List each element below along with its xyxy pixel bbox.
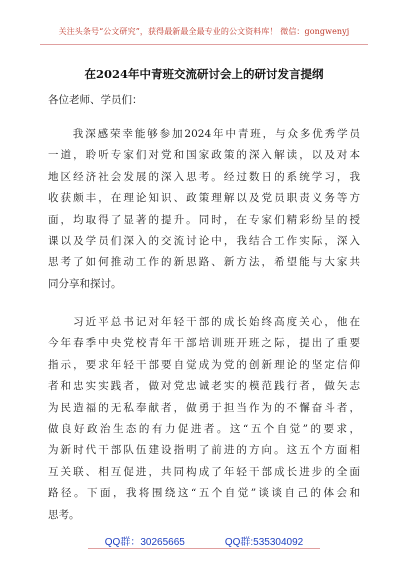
- paragraph-line: 为新时代干部队伍建设指明了前进的方向。这五个方面相: [48, 444, 360, 457]
- paragraph-2: [48, 312, 360, 526]
- paragraph-line: 收获颇丰，在理论知识、政策理解以及党员职责义务等方: [48, 192, 360, 205]
- footer-underline: [88, 548, 320, 549]
- paragraph-line: 指示，要求年轻干部要自觉成为党的创新理论的坚定信仰: [48, 358, 360, 371]
- paragraph-line: 面，均取得了显著的提升。同时，在专家们精彩纷呈的授: [48, 213, 360, 226]
- header-divider: [40, 44, 368, 45]
- paragraph-line: 同分享和探讨。: [48, 277, 122, 290]
- document-title: 在2024年中青班交流研讨会上的研讨发言提纲: [84, 67, 324, 81]
- salutation: 各位老师、学员们：: [48, 94, 143, 106]
- paragraph-1: [48, 124, 360, 295]
- paragraph-line: 互关联、相互促进，共同构成了年轻干部成长进步的全面: [48, 465, 360, 478]
- paragraph-line: 思考了如何推动工作的新思路、新方法，希望能与大家共: [48, 256, 360, 269]
- paragraph-line: 课以及学员们深入的交流讨论中，我结合工作实际，深入: [48, 234, 360, 247]
- footer-contact: [0, 533, 408, 548]
- paragraph-line: 一道，聆听专家们对党和国家政策的深入解读，以及对本: [48, 149, 360, 162]
- paragraph-line: 路径。下面，我将围绕这“五个自觉”谈谈自己的体会和: [48, 487, 360, 500]
- paragraph-line: 为民造福的无私奉献者，做勇于担当作为的不懈奋斗者，: [48, 401, 360, 414]
- paragraph-line: 习近平总书记对年轻干部的成长始终高度关心，他在: [48, 316, 360, 328]
- paragraph-line: 地区经济社会发展的深入思考。经过数日的系统学习，我: [48, 170, 360, 183]
- paragraph-line: 者和忠实实践者，做对党忠诚老实的模范践行者，做矢志: [48, 380, 360, 393]
- footer-qq-group-2: QQ群:535304092: [224, 537, 304, 548]
- footer-qq-group-1: QQ群：30265665: [104, 537, 185, 548]
- paragraph-line: 思考。: [48, 508, 80, 521]
- paragraph-line: 做良好政治生态的有力促进者。这“五个自觉”的要求，: [48, 422, 360, 435]
- paragraph-line: 今年春季中央党校青年干部培训班开班之际，提出了重要: [48, 337, 360, 350]
- header-promo-note: 关注头条号“公文研究”，获得最新最全最专业的公文资料库！ 微信：gongwenyj: [58, 27, 350, 36]
- paragraph-line: 我深感荣幸能够参加2024年中青班，与众多优秀学员: [48, 128, 360, 140]
